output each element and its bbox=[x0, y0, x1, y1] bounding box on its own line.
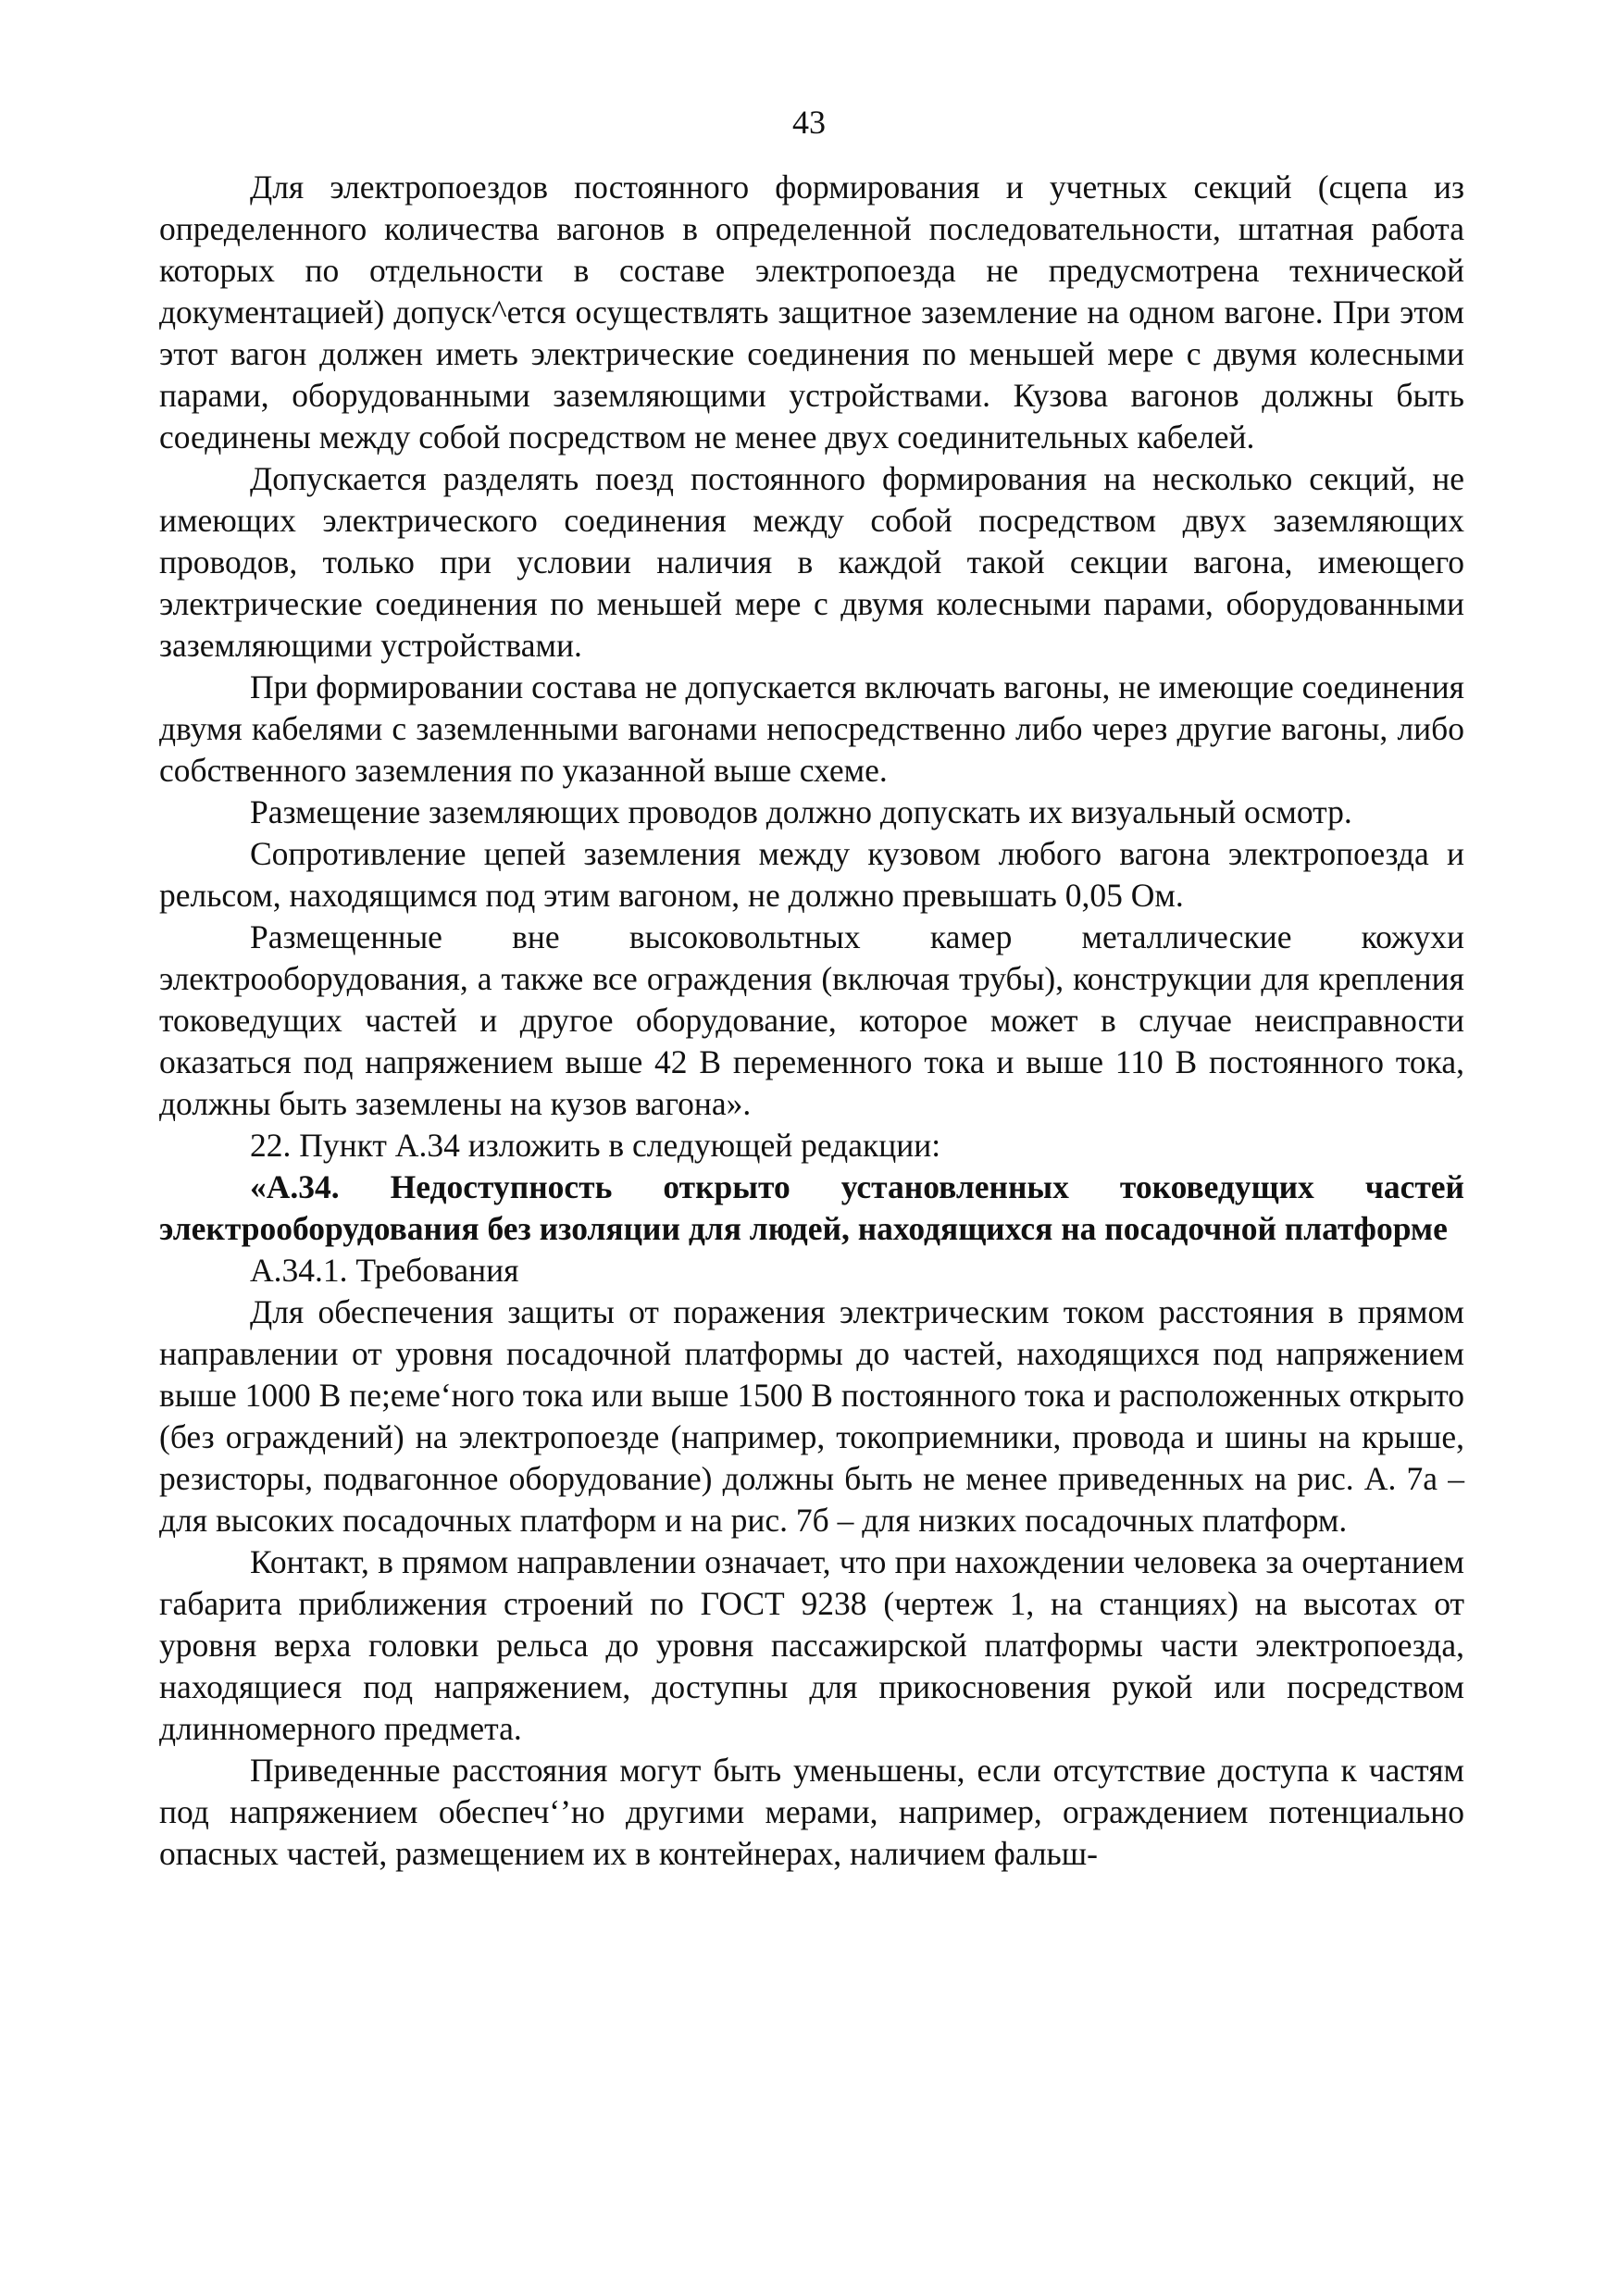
paragraph-protection-distances: Для обеспечения защиты от поражения электрическим током расстояния в прямом направлении от уровня посадочной платформы до частей, находящихся под напряжением выше 1000 В пе;еме‘ного тока или выше 1500 В постоянного тока и расположенных открыто (без ограждений) на электропоезде (например, токоприемники, провода и шины на крыше, резисторы, подвагонное оборудование) должны быть не менее приведенных на рис. А. 7а – для высоких посадочных платформ и на рис. 7б – для низких посадочных платформ. bbox=[159, 1293, 1464, 1539]
paragraph-direct-contact: Контакт, в прямом направлении означает, что при нахождении человека за очертанием габарита приближения строений по ГОСТ 9238 (чертеж 1, на станциях) на высотах от уровня верха головки рельса до уровня пассажирской платформы части электропоезда, находящиеся под напряжением, доступны для прикосновения рукой или посредством длинномерного предмета. bbox=[159, 1543, 1464, 1747]
paragraph-reduced-distances: Приведенные расстояния могут быть уменьшены, если отсутствие доступа к частям под напряжением обеспеч‘’но другими мерами, например, ограждением потенциально опасных частей, размещением их в контейнерах, наличием фальш- bbox=[159, 1752, 1464, 1872]
section-heading-a34: «А.34. Недоступность открыто установленных токоведущих частей электрооборудования без изоляции для людей, находящихся на посадочной платформе bbox=[159, 1168, 1464, 1247]
paragraph-formation-rules: При формировании состава не допускается включать вагоны, не имеющие соединения двумя кабелями с заземленными вагонами непосредственно либо через другие вагоны, либо собственного заземления по указанной выше схеме. bbox=[159, 668, 1464, 789]
paragraph-grounding-single-car: Для электропоездов постоянного формирования и учетных секций (сцепа из определенного количества вагонов в определенной последовательности, штатная работа которых по отдельности в составе электропоезда не предусмотрена технической документацией) допуск^ется осуществлять защитное заземление на одном вагоне. При этом этот вагон должен иметь электрические соединения по меньшей мере с двумя колесными парами, оборудованными заземляющими устройствами. Кузова вагонов должны быть соединены между собой посредством не менее двух соединительных кабелей. bbox=[159, 168, 1464, 455]
paragraph-train-sections: Допускается разделять поезд постоянного формирования на несколько секций, не имеющих электрического соединения между собой посредством двух заземляющих проводов, только при условии наличия в каждой такой секции вагона, имеющего электрические соединения по меньшей мере с двумя колесными парами, оборудованными заземляющими устройствами. bbox=[159, 460, 1464, 664]
paragraph-visual-inspection: Размещение заземляющих проводов должно допускать их визуальный осмотр. bbox=[250, 793, 1352, 830]
subsection-heading-a34-1: А.34.1. Требования bbox=[250, 1252, 519, 1289]
paragraph-resistance: Сопротивление цепей заземления между кузовом любого вагона электропоезда и рельсом, находящимся под этим вагоном, не должно превышать 0,05 Ом. bbox=[159, 835, 1464, 914]
paragraph-item-22: 22. Пункт А.34 изложить в следующей редакции: bbox=[250, 1127, 941, 1164]
page-number: 43 bbox=[792, 104, 826, 141]
paragraph-metal-casings: Размещенные вне высоковольтных камер металлические кожухи электрооборудования, а также все ограждения (включая трубы), конструкции для крепления токоведущих частей и другое оборудование, которое может в случае неисправности оказаться под напряжением выше 42 В переменного тока и выше 110 В постоянного тока, должны быть заземлены на кузов вагона». bbox=[159, 918, 1464, 1122]
document-body bbox=[159, 167, 1464, 1875]
